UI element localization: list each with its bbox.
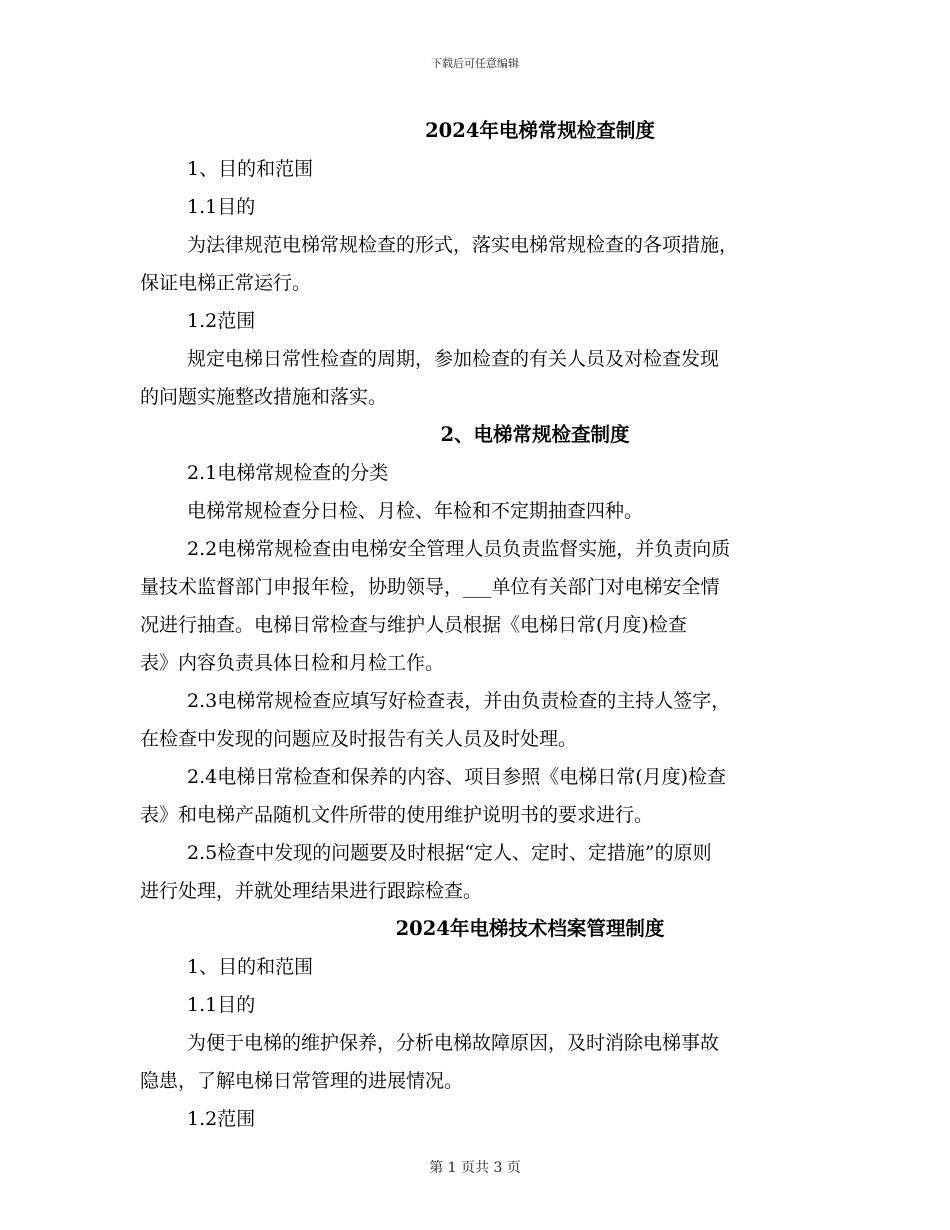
section-heading: 1、目的和范围 [187,956,314,978]
subsection-heading: 1.2范围 [187,310,256,332]
subsection-heading: 1.2范围 [187,1108,256,1130]
doc-title-1: 2024年电梯常规检查制度 [425,119,655,142]
paragraph-line: 2.3电梯常规检查应填写好检查表，并由负责检查的主持人签字， [187,690,731,712]
section-heading: 1、目的和范围 [187,158,314,180]
paragraph-line: 保证电梯正常运行。 [140,272,312,294]
paragraph-line: 进行处理，并就处理结果进行跟踪检查。 [140,880,483,902]
paragraph-line: 隐患，了解电梯日常管理的进展情况。 [140,1070,464,1092]
paragraph-line: 表》和电梯产品随机文件所带的使用维护说明书的要求进行。 [140,804,654,826]
paragraph-line: 规定电梯日常性检查的周期，参加检查的有关人员及对检查发现 [187,348,720,370]
page-footer: 第 1 页共 3 页 [429,1160,521,1176]
paragraph-line: 2.5检查中发现的问题要及时根据“定人、定时、定措施”的原则 [187,842,712,864]
subsection-heading: 2.1电梯常规检查的分类 [187,462,389,484]
page-header: 下载后可任意编辑 [431,57,519,70]
subsection-heading: 1.1目的 [187,196,256,218]
paragraph-line: 的问题实施整改措施和落实。 [140,386,388,408]
paragraph-line: 2.2电梯常规检查由电梯安全管理人员负责监督实施，并负责向质 [187,538,731,560]
paragraph-line: 电梯常规检查分日检、月检、年检和不定期抽查四种。 [187,500,644,522]
paragraph-line: 表》内容负责具体日检和月检工作。 [140,652,445,674]
paragraph-line: 为法律规范电梯常规检查的形式，落实电梯常规检查的各项措施， [187,234,739,256]
paragraph-line: 在检查中发现的问题应及时报告有关人员及时处理。 [140,728,578,750]
subsection-heading: 1.1目的 [187,994,256,1016]
paragraph-line: 2.4电梯日常检查和保养的内容、项目参照《电梯日常(月度)检查 [187,766,727,788]
document-body [140,112,810,1138]
paragraph-line: 量技术监督部门申报年检，协助领导，___单位有关部门对电梯安全情 [140,576,720,598]
section-title-2: 2、电梯常规检查制度 [440,423,630,446]
paragraph-line: 为便于电梯的维护保养，分析电梯故障原因，及时消除电梯事故 [187,1032,720,1054]
doc-title-2: 2024年电梯技术档案管理制度 [395,917,665,940]
paragraph-line: 况进行抽查。电梯日常检查与维护人员根据《电梯日常(月度)检查 [140,614,687,636]
